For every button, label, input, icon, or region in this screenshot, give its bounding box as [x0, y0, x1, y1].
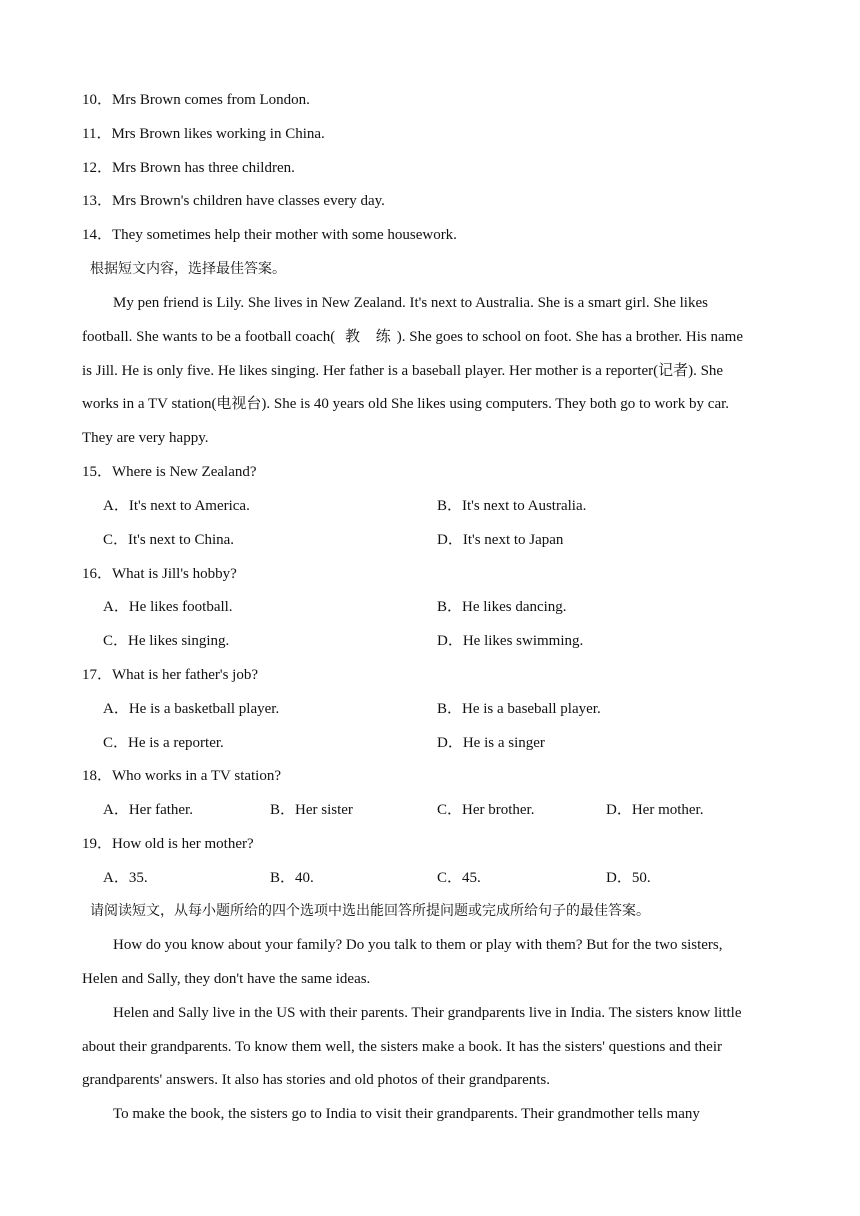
question-15: 15．Where is New Zealand? [82, 464, 257, 480]
passage-line: How do you know about your family? Do you talk to them or play with them? But for the two sisters, [113, 937, 723, 953]
statement-11: 11．Mrs Brown likes working in China. [82, 126, 325, 142]
option-b: B．It's next to Australia. [437, 498, 587, 514]
option-b: B．He likes dancing. [437, 599, 567, 615]
option-c: C．Her brother. [437, 802, 535, 818]
question-19: 19．How old is her mother? [82, 836, 254, 852]
section-instruction: 根据短文内容，选择最佳答案。 [90, 261, 286, 277]
passage-line: works in a TV station(电视台). She is 40 years old She likes using computers. They both go to work by car. [82, 396, 730, 412]
option-a: A．He is a basketball player. [103, 701, 280, 717]
passage-line: grandparents' answers. It also has stories and old photos of their grandparents. [82, 1072, 551, 1088]
option-c: C．It's next to China. [103, 532, 235, 548]
option-d: D．He likes swimming. [437, 633, 584, 649]
passage-gloss [335, 329, 345, 345]
question-18: 18．Who works in a TV station? [82, 768, 282, 784]
option-c: C．He likes singing. [103, 633, 230, 649]
passage-line: Helen and Sally live in the US with their parents. Their grandparents live in India. The sisters know little [113, 1005, 742, 1021]
option-b: B．He is a baseball player. [437, 701, 601, 717]
option-b: B．40. [270, 870, 314, 886]
passage-gloss: 教 练 [345, 329, 397, 345]
passage-line: They are very happy. [82, 430, 209, 446]
option-a: A．35. [103, 870, 148, 886]
option-a: A．Her father. [103, 802, 193, 818]
option-d: D．He is a singer [437, 735, 545, 751]
passage-line: My pen friend is Lily. She lives in New Zealand. It's next to Australia. She is a smart girl. She likes [113, 295, 708, 311]
passage-line: about their grandparents. To know them well, the sisters make a book. It has the sisters' questions and their [82, 1039, 722, 1055]
question-16: 16．What is Jill's hobby? [82, 566, 237, 582]
option-c: C．45. [437, 870, 481, 886]
passage-line [82, 327, 743, 347]
passage-text: football. She wants to be a football coach( [82, 329, 336, 345]
passage-line: Helen and Sally, they don't have the same ideas. [82, 971, 371, 987]
option-d: D．Her mother. [606, 802, 704, 818]
statement-12: 12．Mrs Brown has three children. [82, 160, 295, 176]
statement-10: 10．Mrs Brown comes from London. [82, 92, 310, 108]
option-a: A．He likes football. [103, 599, 233, 615]
passage-line: is Jill. He is only five. He likes singing. Her father is a baseball player. Her mother is a reporter(记者). She [82, 363, 724, 379]
passage-line: To make the book, the sisters go to India to visit their grandparents. Their grandmother tells many [113, 1106, 700, 1122]
option-d: D．It's next to Japan [437, 532, 564, 548]
option-a: A．It's next to America. [103, 498, 250, 514]
passage-text: ). She goes to school on foot. She has a brother. His name [396, 329, 743, 345]
statement-13: 13．Mrs Brown's children have classes every day. [82, 193, 385, 209]
section-instruction: 请阅读短文，从每小题所给的四个选项中选出能回答所提问题或完成所给句子的最佳答案。 [90, 903, 650, 919]
option-c: C．He is a reporter. [103, 735, 224, 751]
question-17: 17．What is her father's job? [82, 667, 258, 683]
statement-14: 14．They sometimes help their mother with some housework. [82, 227, 457, 243]
option-d: D．50. [606, 870, 651, 886]
option-b: B．Her sister [270, 802, 353, 818]
